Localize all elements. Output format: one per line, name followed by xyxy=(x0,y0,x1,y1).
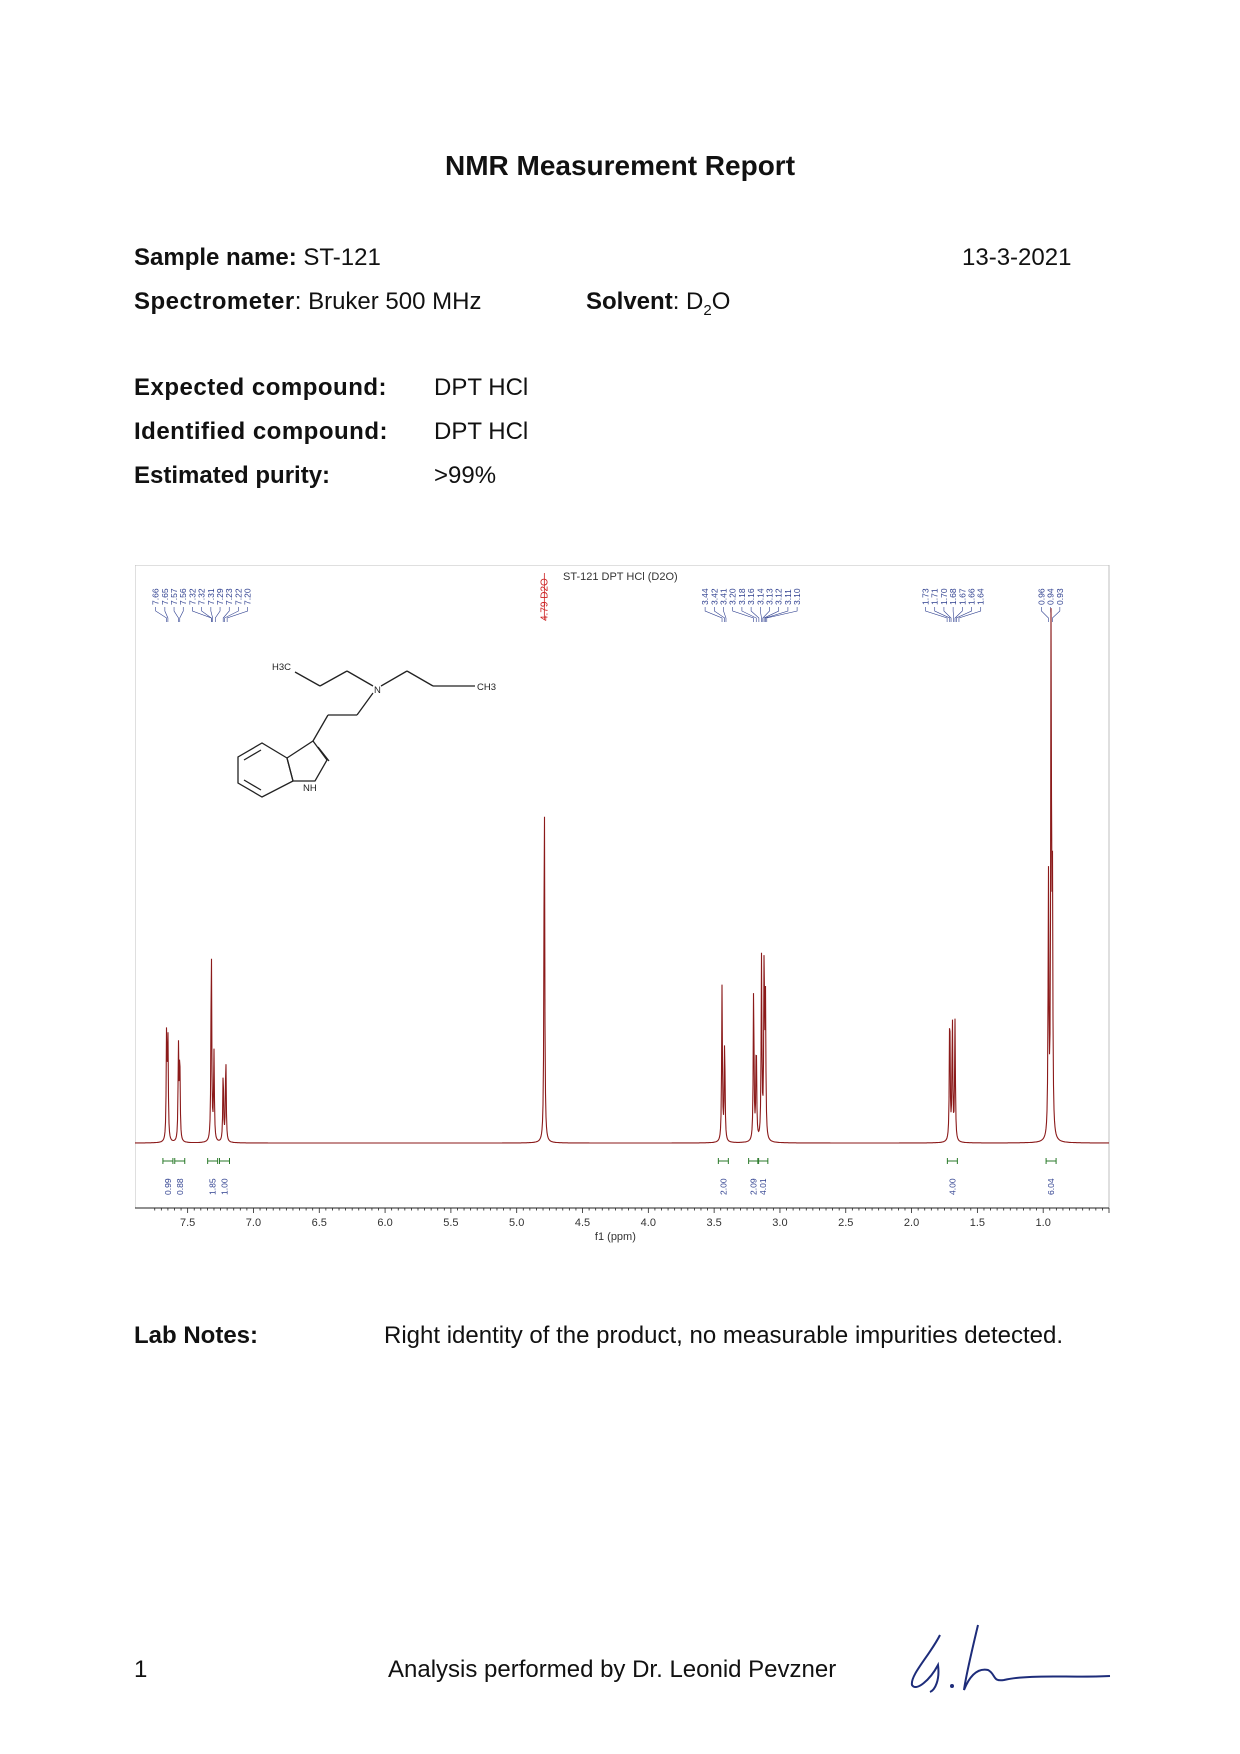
peak-shift-label: 3.13 xyxy=(764,588,775,605)
page-number: 1 xyxy=(134,1656,148,1683)
peak-shift-label: 7.20 xyxy=(242,588,253,605)
peak-shift-label: 3.18 xyxy=(736,588,747,605)
identified-compound-label: Identified compound: xyxy=(134,418,388,445)
peak-shift-label: 7.56 xyxy=(178,588,189,605)
integral-value-label: 6.04 xyxy=(1046,1178,1057,1195)
chart-title: ST-121 DPT HCl (D2O) xyxy=(563,571,678,583)
peak-shift-label: 0.93 xyxy=(1054,588,1065,605)
estimated-purity-value: >99% xyxy=(434,462,497,489)
x-tick-label: 6.0 xyxy=(377,1217,393,1229)
nitrogen-label: N xyxy=(374,685,381,696)
peak-shift-label: 7.31 xyxy=(205,588,216,605)
peak-shift-label: 7.66 xyxy=(150,588,161,605)
x-tick-label: 4.0 xyxy=(640,1217,656,1229)
integral-markers xyxy=(163,1158,1056,1195)
peak-shift-label: 1.71 xyxy=(929,588,940,605)
signature-dot xyxy=(950,1684,954,1688)
estimated-purity-label: Estimated purity: xyxy=(134,462,331,489)
signature-stroke xyxy=(964,1625,1110,1690)
peak-shift-label: 1.66 xyxy=(966,588,977,605)
peak-shift-label: 0.96 xyxy=(1036,588,1047,605)
bond xyxy=(318,747,329,761)
integral-value-label: 0.99 xyxy=(162,1178,173,1195)
molecule-structure xyxy=(238,671,475,797)
lab-notes-text: Right identity of the product, no measurable impurities detected. xyxy=(384,1322,1064,1349)
peak-leader-line xyxy=(180,607,183,622)
peak-shift-label: 7.65 xyxy=(159,588,170,605)
peak-shift-label: 3.14 xyxy=(755,588,766,605)
x-tick-label: 1.0 xyxy=(1035,1217,1051,1229)
expected-compound-value: DPT HCl xyxy=(434,374,529,401)
sample-name-label: Sample name: xyxy=(134,244,297,271)
peak-leader-line xyxy=(202,607,212,622)
bond xyxy=(347,671,373,686)
peak-shift-label: 3.44 xyxy=(700,588,711,605)
peak-leader-line xyxy=(763,607,770,622)
solvent-tail: O xyxy=(711,288,731,315)
spectrum-trace xyxy=(135,608,1109,1143)
x-tick-label: 5.5 xyxy=(443,1217,459,1229)
peak-leader-line xyxy=(227,607,248,622)
peak-shift-label: 3.11 xyxy=(782,589,793,605)
peak-leader-line xyxy=(751,607,759,622)
peak-leader-line xyxy=(174,607,178,622)
nh-label: NH xyxy=(303,783,317,794)
peak-shift-label: 3.16 xyxy=(746,588,757,605)
bond xyxy=(313,715,328,741)
bond xyxy=(320,671,347,686)
signature-stroke xyxy=(912,1635,940,1692)
bond xyxy=(381,671,407,686)
integral-value-label: 2.09 xyxy=(748,1178,759,1195)
peak-leader-line xyxy=(765,607,787,622)
pyrrole-ring xyxy=(287,741,327,781)
bond xyxy=(295,672,320,686)
spectrometer-label: Spectrometer xyxy=(134,288,295,315)
peak-leader-line xyxy=(1052,607,1059,622)
peak-shift-label: 0.94 xyxy=(1045,588,1056,605)
peak-shift-label: 3.12 xyxy=(773,588,784,605)
peak-leader-line xyxy=(733,607,754,622)
solvent-sep: : D xyxy=(672,288,704,315)
integral-value-label: 2.00 xyxy=(718,1178,729,1195)
nmr-spectrum-chart xyxy=(135,565,1110,1255)
peak-leader-line xyxy=(760,607,761,622)
x-tick-label: 6.5 xyxy=(311,1217,327,1229)
x-tick-label: 1.5 xyxy=(969,1217,986,1229)
integral-value-label: 1.85 xyxy=(207,1178,218,1195)
sample-name-line xyxy=(134,244,381,272)
peak-shift-label: 3.10 xyxy=(792,588,803,605)
bond xyxy=(357,693,373,715)
x-tick-label: 4.5 xyxy=(574,1217,591,1229)
solvent-peak-label: 4.79 D2O xyxy=(539,578,551,621)
x-tick-label: 2.5 xyxy=(838,1217,854,1229)
x-tick-label: 5.0 xyxy=(509,1217,525,1229)
peak-shift-label: 3.20 xyxy=(727,588,738,605)
peak-leader-line xyxy=(215,607,220,622)
analyst-credit: Analysis performed by Dr. Leonid Pevzner xyxy=(388,1656,837,1683)
identified-compound-value: DPT HCl xyxy=(434,418,529,445)
peak-shift-label: 3.41 xyxy=(718,588,729,605)
peak-label-groups xyxy=(151,588,1065,622)
peak-shift-label: 7.22 xyxy=(233,588,244,605)
peak-leader-line xyxy=(714,607,724,622)
peak-shift-label: 1.64 xyxy=(975,588,986,605)
peak-shift-label: 7.57 xyxy=(169,588,180,605)
methyl-label-1: H3C xyxy=(272,662,292,673)
x-axis xyxy=(135,1208,1109,1229)
integral-value-label: 0.88 xyxy=(174,1178,185,1195)
peak-shift-label: 7.32 xyxy=(196,588,207,605)
solvent-subscript: 2 xyxy=(703,301,712,319)
spectrometer-value: : Bruker 500 MHz xyxy=(294,288,482,315)
peak-shift-label: 7.32 xyxy=(187,588,198,605)
peak-shift-label: 1.67 xyxy=(957,588,968,605)
report-title: NMR Measurement Report xyxy=(444,150,796,181)
lab-notes-label: Lab Notes: xyxy=(134,1322,259,1349)
x-tick-label: 3.5 xyxy=(706,1217,722,1229)
peak-shift-label: 1.68 xyxy=(948,588,959,605)
expected-compound-label: Expected compound: xyxy=(134,374,388,401)
solvent-label: Solvent xyxy=(586,288,673,315)
solvent-line xyxy=(586,288,730,319)
integral-value-label: 4.01 xyxy=(757,1178,768,1195)
bond xyxy=(407,671,433,686)
peak-shift-label: 7.29 xyxy=(215,588,226,605)
methyl-label-2: CH3 xyxy=(477,682,497,693)
benzene-ring xyxy=(238,743,293,797)
peak-shift-label: 7.23 xyxy=(224,588,235,605)
peak-leader-line xyxy=(953,607,954,622)
peak-shift-label: 1.70 xyxy=(938,588,949,605)
sample-name-value: ST-121 xyxy=(303,244,381,271)
peak-leader-line xyxy=(223,607,229,622)
spectrometer-line xyxy=(134,288,481,316)
analyst-signature xyxy=(900,1620,1130,1700)
peak-leader-line xyxy=(1041,607,1048,622)
x-axis-label: f1 (ppm) xyxy=(594,1231,636,1243)
integral-value-label: 4.00 xyxy=(947,1178,958,1195)
report-date: 13-3-2021 xyxy=(962,244,1072,271)
x-tick-label: 2.0 xyxy=(903,1217,920,1229)
peak-shift-label: 1.73 xyxy=(920,588,931,605)
peak-shift-label: 3.42 xyxy=(709,588,720,605)
x-tick-label: 7.0 xyxy=(245,1217,262,1229)
x-tick-label: 3.0 xyxy=(772,1217,788,1229)
integral-value-label: 1.00 xyxy=(219,1178,230,1195)
x-tick-label: 7.5 xyxy=(180,1217,196,1229)
